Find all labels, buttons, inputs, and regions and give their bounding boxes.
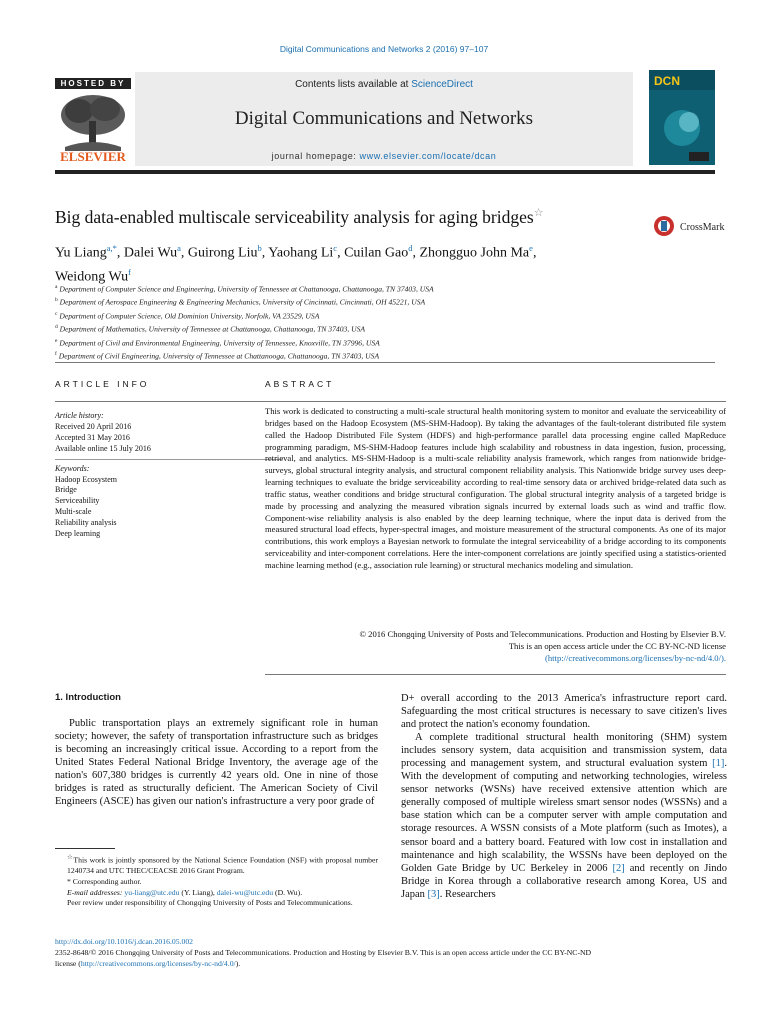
affiliation-mark: c	[55, 310, 58, 317]
author-affil-mark[interactable]: e	[529, 243, 533, 253]
homepage-line	[135, 151, 633, 161]
article-title-text: Big data-enabled multiscale serviceability analysis for aging bridges	[55, 206, 534, 227]
elsevier-logo	[55, 89, 131, 164]
license-line-bottom	[55, 959, 727, 970]
email-footnote	[55, 888, 378, 899]
footnote-rule	[55, 848, 115, 849]
paragraph-text: and recently on Jindo Bridge in Korea through a collaborative research among Korea, US and Japan	[401, 862, 727, 900]
affiliation-item	[55, 336, 715, 349]
homepage-prefix: journal homepage:	[271, 151, 360, 161]
affiliation-item	[55, 309, 715, 322]
author-affil-mark[interactable]: d	[408, 243, 413, 253]
article-title	[55, 206, 635, 228]
license-suffix: ).	[235, 958, 241, 968]
affiliation-text: Department of Mathematics, University of Tennessee at Chattanooga, Chattanooga, TN 37403, USA	[59, 324, 366, 334]
affiliation-text: Department of Computer Science, Old Dominion University, Norfolk, VA 23529, USA	[59, 311, 320, 321]
citation-link[interactable]: [3]	[427, 888, 440, 900]
email-owner: (Y. Liang),	[179, 887, 217, 897]
author-affil-mark[interactable]: b	[257, 243, 262, 253]
crossmark-badge[interactable]	[653, 213, 733, 239]
funding-text: This work is jointly sponsored by the National Science Foundation (NSF) with proposal number 1240734 and UTC THEC/CEACSE 2016 Grant Program.	[67, 855, 378, 876]
citation-link[interactable]: [1]	[712, 758, 725, 770]
title-footnote-mark[interactable]: ☆	[533, 207, 544, 219]
affiliation-mark: a	[55, 284, 58, 290]
author-affil-mark[interactable]: a,*	[106, 243, 117, 253]
affiliation-text: Department of Civil Engineering, University of Tennessee at Chattanooga, Chattanooga, TN 37403, USA	[58, 351, 380, 361]
online-date: Available online 15 July 2016	[55, 443, 151, 453]
affiliation-text: Department of Civil and Environmental Engineering, University of Tennessee, Knoxville, TN 37996, USA	[59, 338, 380, 348]
affiliation-mark: b	[55, 297, 58, 304]
peer-review-footnote: Peer review under responsibility of Chongqing University of Posts and Telecommunications.	[67, 898, 353, 908]
issn-line: 2352-8648/© 2016 Chongqing University of Posts and Telecommunications. Production and Hosting by Elsevier B.V. This is an open access article under the CC BY-NC-ND	[55, 947, 592, 957]
abstract-text: This work is dedicated to constructing a multi-scale structural health monitoring system to monitor and evaluate the serviceability of bridges based on the Hadoop Ecosystem (MS-SHM-Hadoop). By taking the advantages of the fault-tolerant distributed file system called the Hadoop Distributed File System (HDFS) and high-performance parallel data processing engine called MapReduce programming paradigm, MS-SHM-Hadoop features include high scalability and robustness in data ingestion, fusion, processing, retrieval, and analytics. MS-SHM-Hadoop is a multi-scale reliability analysis framework, which ranges from nationwide bridge-surveys, global structural integrity analysis, and structural component reliability analysis. This Nationwide bridge survey uses deep-learning techniques to evaluate the bridge serviceability according to real-time sensory data or archived bridge-related data such as traffic status, weather conditions and bridge structural configuration. The global structural integrity analysis of a targeted bridge is made by processing and analyzing the measured vibration signals incurred by external loads such as wind and traffic flow. Component-wise reliability analysis is also enabled by the deep learning technique, where the input data is derived from the measured structural load effects, hyper-spectral images, and moisture measurement of the structural components. As one of its major contributions, this work employs a Bayesian network to formulate the integral serviceability of a bridge according to its components serviceability and inter-component correlations. Here the inter-component correlations are jointly specified using a statistics-oriented machine learning method (e.g., association rule learning) or structural mechanics modeling and simulation.	[265, 406, 726, 570]
license-line: This is an open access article under the CC BY-NC-ND license	[508, 640, 726, 651]
abstract-copyright	[265, 629, 726, 665]
keyword-item: Multi-scale	[55, 507, 92, 517]
keyword-item: Serviceability	[55, 496, 100, 506]
received-date: Received 20 April 2016	[55, 421, 132, 431]
homepage-link[interactable]: www.elsevier.com/locate/dcan	[359, 151, 497, 161]
author-list: Yu Liang$^{a,*}$, Dalei Wu$^a$, Guirong Liu$^b$, Yaohang Li$^c$, Cuilan Gao$^d$, Zhongguo John Ma$^e$, Weidong Wu$^f$	[55, 243, 537, 285]
contents-line	[135, 79, 633, 90]
email-label: E-mail addresses:	[67, 887, 125, 897]
author-name: Cuilan Gao	[344, 245, 409, 261]
keyword-item: Reliability analysis	[55, 518, 117, 528]
elsevier-wordmark: ELSEVIER	[60, 149, 126, 164]
affiliation-item	[55, 282, 715, 295]
article-info-block	[55, 411, 283, 540]
cover-logo-text: DCN	[654, 74, 680, 88]
citation-link[interactable]: [2]	[612, 862, 625, 874]
sciencedirect-link[interactable]: ScienceDirect	[411, 79, 473, 90]
email-link[interactable]: dalei-wu@utc.edu	[216, 887, 274, 897]
crossmark-label: CrossMark	[680, 222, 725, 233]
author-name: Guirong Liu	[187, 245, 258, 261]
author-name: Zhongguo John Ma	[419, 245, 530, 261]
author-affil-mark[interactable]: c	[333, 243, 338, 253]
corresponding-footnote: * Corresponding author.	[67, 876, 142, 886]
affiliation-item	[55, 349, 715, 362]
affiliation-rule	[55, 362, 715, 363]
affiliation-mark: d	[55, 324, 58, 331]
section-heading-introduction: 1. Introduction	[55, 692, 121, 703]
history-rule	[55, 459, 283, 460]
affiliation-text: Department of Aerospace Engineering & Engineering Mechanics, University of Cincinnati, Cincinnati, OH 45221, USA	[59, 297, 426, 307]
article-info-rule	[55, 401, 283, 402]
author-name: Yaohang Li	[268, 245, 334, 261]
keyword-item: Deep learning	[55, 529, 101, 539]
hosted-by-label: HOSTED BY	[55, 78, 131, 89]
contents-prefix: Contents lists available at	[295, 79, 412, 90]
license-link[interactable]: (http://creativecommons.org/licenses/by-nc-nd/4.0/).	[545, 652, 726, 663]
journal-title: Digital Communications and Networks	[234, 108, 534, 129]
footnote-mark: ☆	[67, 854, 74, 861]
intro-paragraph	[401, 731, 727, 901]
author-name: Weidong Wu	[55, 269, 129, 285]
license-prefix: license (	[55, 958, 81, 968]
keyword-item: Bridge	[55, 485, 77, 495]
article-info-heading: ARTICLE INFO	[55, 379, 150, 389]
affiliation-item	[55, 322, 715, 335]
author-name: Yu Liang	[55, 245, 107, 261]
footnotes	[55, 853, 378, 909]
author-affil-mark[interactable]: f	[128, 266, 131, 277]
header-rule	[55, 170, 715, 174]
affiliation-text: Department of Computer Science and Engineering, University of Tennessee at Chattanooga, Chattanooga, TN 37403, USA	[59, 284, 434, 294]
intro-column-right	[401, 692, 727, 901]
paragraph-text: . Researchers	[439, 888, 496, 900]
license-link-bottom[interactable]: http://creativecommons.org/licenses/by-nc-nd/4.0/	[80, 958, 236, 968]
intro-paragraph: D+ overall according to the 2013 America's infrastructure report card. Safeguarding the most critical structures is necessary to save citizen's lives and protect the nation's economy foundation.	[401, 693, 727, 731]
author-name: Dalei Wu	[123, 245, 178, 261]
affiliation-list	[55, 282, 715, 363]
history-label: Article history:	[55, 411, 104, 420]
affiliation-item	[55, 295, 715, 308]
intro-column-left	[55, 717, 378, 808]
abstract-rule	[265, 401, 726, 402]
abstract-heading: ABSTRACT	[265, 379, 335, 389]
paragraph-text: A complete traditional structural health monitoring (SHM) system includes sensory system, data acquisition and transmission system, data processing and management system, and structural evaluation system	[401, 732, 727, 770]
paragraph-text: . With the development of computing and networking technologies, wireless sensor networks (WSNs) have received extensive attention which are generally composed of multiple wireless smart sensor nodes (WSSNs) and a base station which can be a computer server with ample computation and storage resources. A WSSN consists of a Mote platform (such as Imotes), a sensor board and a battery board. Featured with low cost in installation and maintenance and high scalability, the WSSNs have been deployed on the Golden Gate Bridge by UC Berkeley in 2006	[401, 758, 727, 874]
email-owner: (D. Wu).	[273, 887, 303, 897]
intro-paragraph: Public transportation plays an extremely significant role in human society; however, the safety of transportation infrastructure such as bridges is becoming an increasingly critical issue. According to a report from the United States Federal National Bridge Inventory, the average age of the nation's 607,380 bridges is currently 42 years old. One in nine of those bridges is rated as structurally deficient. The American Society of Civil Engineers (ASCE) has given our nation's infrastructure a very poor grade of	[55, 718, 378, 808]
affiliation-mark: e	[55, 337, 58, 344]
author-affil-mark[interactable]: a	[177, 243, 181, 253]
affiliation-mark: f	[55, 351, 57, 358]
doi-link[interactable]: http://dx.doi.org/10.1016/j.dcan.2016.05.002	[55, 937, 194, 946]
journal-cover[interactable]	[649, 70, 715, 165]
copyright-line: © 2016 Chongqing University of Posts and Telecommunications. Production and Hosting by Elsevier B.V.	[359, 629, 726, 639]
keywords-label: Keywords:	[55, 463, 90, 473]
bottom-doi-block	[55, 937, 727, 969]
email-link[interactable]: yu-liang@utc.edu	[124, 887, 180, 897]
abstract-bottom-rule	[265, 674, 726, 675]
keyword-item: Hadoop Ecosystem	[55, 474, 117, 484]
accepted-date: Accepted 31 May 2016	[55, 432, 130, 442]
journal-reference[interactable]: Digital Communications and Networks 2 (2016) 97–107	[279, 44, 489, 54]
funding-footnote	[55, 853, 378, 877]
